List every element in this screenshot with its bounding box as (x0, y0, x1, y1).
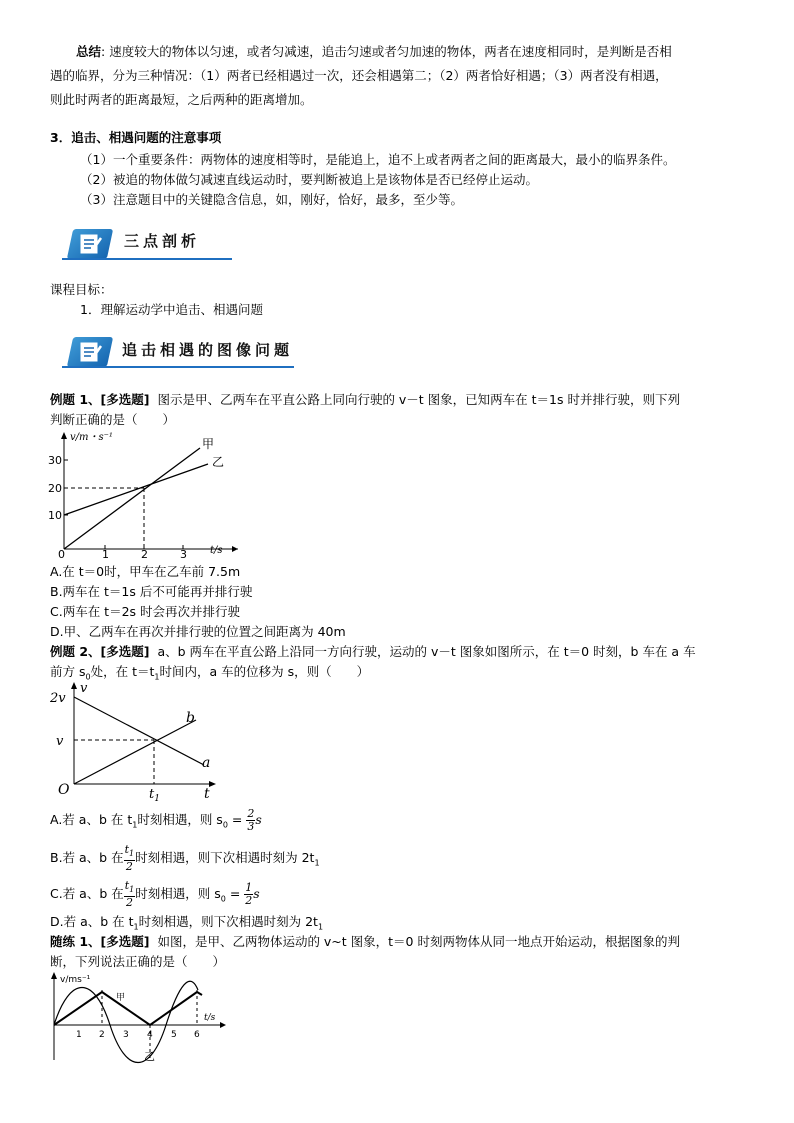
opt-a-sub2: 0 (222, 820, 228, 830)
example-1-vt-graph (40, 428, 240, 560)
practice-1-vt-graph (42, 970, 232, 1065)
section-3-item-3: （3）注意题目中的关键隐含信息，如，刚好，恰好，最多，至少等。 (80, 192, 463, 207)
t1-main: t (149, 787, 155, 802)
frac-num: 2 (247, 807, 255, 820)
example-2-line-1 (50, 642, 696, 662)
banner-1-title: 三点剖析 (124, 232, 201, 250)
frac-den: 3 (247, 820, 255, 833)
example-1-option-d: D.甲、乙两车在再次并排行驶的位置之间距离为 40m (50, 624, 346, 639)
opt-d-post: 时刻相遇，则下次相遇时刻为 2t (138, 914, 318, 929)
jia-label: 甲 (116, 993, 126, 1003)
summary-line-3: 则此时两者的距离最短，之后两种的距离增加。 (50, 92, 313, 107)
example-2-label: 例题 2、[多选题] (50, 644, 150, 659)
practice-1-line-2: 断，下列说法正确的是（ ） (50, 954, 226, 969)
frac-num-t: t (124, 843, 130, 856)
objectives-item: 1．理解运动学中追击、相遇问题 (80, 302, 263, 317)
summary-line-2: 遇的临界，分为三种情况：（1）两者已经相遇过一次，还会相遇第二；（2）两者恰好相遇；（3）两者没有相遇， (50, 68, 668, 83)
example-1-option-a: A.在 t＝0时，甲车在乙车前 7.5m (50, 564, 241, 579)
frac-den: 2 (126, 896, 133, 910)
frac-num: 1 (245, 881, 253, 895)
example-2-text-c: 处，在 t＝t (90, 664, 155, 679)
opt-a-eq: = (227, 812, 247, 827)
practice-1-label: 随练 1、[多选题] (50, 934, 150, 949)
b-label: b (186, 710, 195, 726)
example-2-option-a (50, 808, 262, 838)
opt-b-pre: B.若 a、b 在 (50, 850, 124, 866)
frac-num-t: t (124, 879, 130, 892)
opt-d-pre: D.若 a、b 在 t (50, 914, 134, 929)
practice-1-line-1 (50, 932, 680, 952)
b-line (74, 720, 196, 784)
tick-1: 1 (76, 1030, 82, 1040)
yi-label: 乙 (212, 455, 225, 469)
section-3-heading: 3．追击、相遇问题的注意事项 (50, 130, 222, 145)
example-1-option-c: C.两车在 t＝2s 时会再次并排行驶 (50, 604, 241, 619)
example-2-option-b (50, 844, 320, 876)
opt-a-mid: 时刻相遇，则 s (137, 812, 223, 827)
a-line (74, 697, 204, 765)
s0-subscript: 0 (85, 672, 91, 682)
example-2-vt-graph (44, 680, 224, 802)
example-2-option-c (50, 880, 260, 912)
x-tick-0: 0 (58, 548, 65, 560)
t1-subscript: 1 (154, 672, 160, 682)
v-axis-label: v (80, 681, 88, 696)
jia-line (64, 448, 200, 549)
jia-label: 甲 (202, 437, 215, 451)
frac-den: 2 (245, 894, 253, 908)
yi-label: 乙 (144, 1050, 155, 1063)
x-tick-1: 1 (102, 548, 109, 560)
tick-3: 3 (123, 1030, 129, 1040)
y-tick-30: 30 (48, 454, 62, 467)
example-1-line-1 (50, 390, 680, 410)
y-tick-10: 10 (48, 509, 62, 522)
x-tick-2: 2 (141, 548, 148, 560)
t-axis-label: t (204, 786, 210, 802)
banner-1-rule (62, 258, 232, 260)
y-tick-20: 20 (48, 482, 62, 495)
fraction-t1-2 (124, 880, 136, 909)
two-v-label: 2v (50, 691, 66, 706)
example-1-y-label: v/m・s⁻¹ (70, 432, 113, 443)
example-1-option-b: B.两车在 t＝1s 后不可能再并排行驶 (50, 584, 253, 599)
t1-label (149, 787, 160, 802)
yi-line (64, 464, 208, 515)
notepad-icon (67, 229, 113, 259)
banner-2-rule (62, 366, 294, 368)
practice-1-stem: 如图，是甲、乙两物体运动的 v~t 图象，t＝0 时刻两物体从同一地点开始运动，根据图象的判 (157, 934, 680, 949)
example-2-text-a: 前方 s (50, 664, 86, 679)
yi-curve (54, 981, 198, 1062)
a-label: a (202, 755, 211, 771)
opt-c-mid: 时刻相遇，则 s (135, 886, 221, 902)
banner-2-title: 追击相遇的图像问题 (122, 341, 294, 359)
objectives-label: 课程目标： (50, 282, 113, 297)
opt-c-eq: = (225, 886, 245, 902)
section-3-item-1: （1）一个重要条件：两物体的速度相等时，是能追上，追不上或者两者之间的距离最大，最小的临界条件。 (80, 152, 676, 167)
example-2-stem: a、b 两车在平直公路上沿同一方向行驶，运动的 v－t 图象如图所示，在 t＝0 时刻，b 车在 a 车 (157, 644, 696, 659)
example-2-text-e: 时间内，a 车的位移为 s，则（ ） (159, 664, 370, 679)
frac-num (124, 880, 136, 897)
frac-den: 2 (125, 860, 133, 874)
summary-label: 总结 (76, 44, 102, 59)
fraction-1-2 (244, 882, 253, 907)
tick-6: 6 (194, 1030, 200, 1040)
summary-text-1: : 速度较大的物体以匀速，或者匀减速，追击匀速或者匀加速的物体，两者在速度相同时，是判断是否相 (101, 44, 672, 59)
v-mid-label: v (56, 734, 64, 749)
practice-x-label: t/s (204, 1013, 216, 1023)
practice-y-label: v/ms⁻¹ (60, 975, 91, 985)
frac-num-sub: 1 (129, 885, 135, 895)
example-1-line-2: 判断正确的是（ ） (50, 412, 176, 427)
opt-b-sub: 1 (314, 858, 320, 868)
notepad-icon (67, 337, 113, 367)
origin-label: O (58, 782, 70, 798)
example-1-stem: 图示是甲、乙两车在平直公路上同向行驶的 v－t 图象，已知两车在 t＝1s 时并排行驶，则下列 (157, 392, 680, 407)
summary-line-1 (76, 42, 672, 62)
fraction-t1-2 (124, 844, 136, 873)
opt-d-sub2: 1 (317, 922, 324, 932)
jia-polyline (54, 992, 202, 1025)
frac-num-sub: 1 (129, 849, 135, 859)
opt-c-pre: C.若 a、b 在 (50, 886, 124, 902)
opt-a-s: s (255, 812, 262, 827)
tick-4: 4 (147, 1030, 153, 1040)
tick-5: 5 (171, 1030, 177, 1040)
opt-a-sub: 1 (132, 820, 138, 830)
fraction-2-3 (246, 808, 255, 833)
opt-c-sub: 0 (220, 894, 226, 904)
opt-a-pre: A.若 a、b 在 t (50, 812, 133, 827)
t1-sub: 1 (154, 794, 160, 802)
x-tick-3: 3 (180, 548, 187, 560)
opt-d-sub: 1 (133, 922, 139, 932)
opt-b-post: 时刻相遇，则下次相遇时刻为 2t (135, 850, 315, 866)
frac-num (124, 844, 136, 861)
example-1-label: 例题 1、[多选题] (50, 392, 150, 407)
opt-c-s: s (253, 886, 260, 902)
section-3-item-2: （2）被追的物体做匀减速直线运动时，要判断被追上是该物体是否已经停止运动。 (80, 172, 538, 187)
tick-2: 2 (99, 1030, 105, 1040)
example-1-x-label: t/s (210, 545, 223, 556)
